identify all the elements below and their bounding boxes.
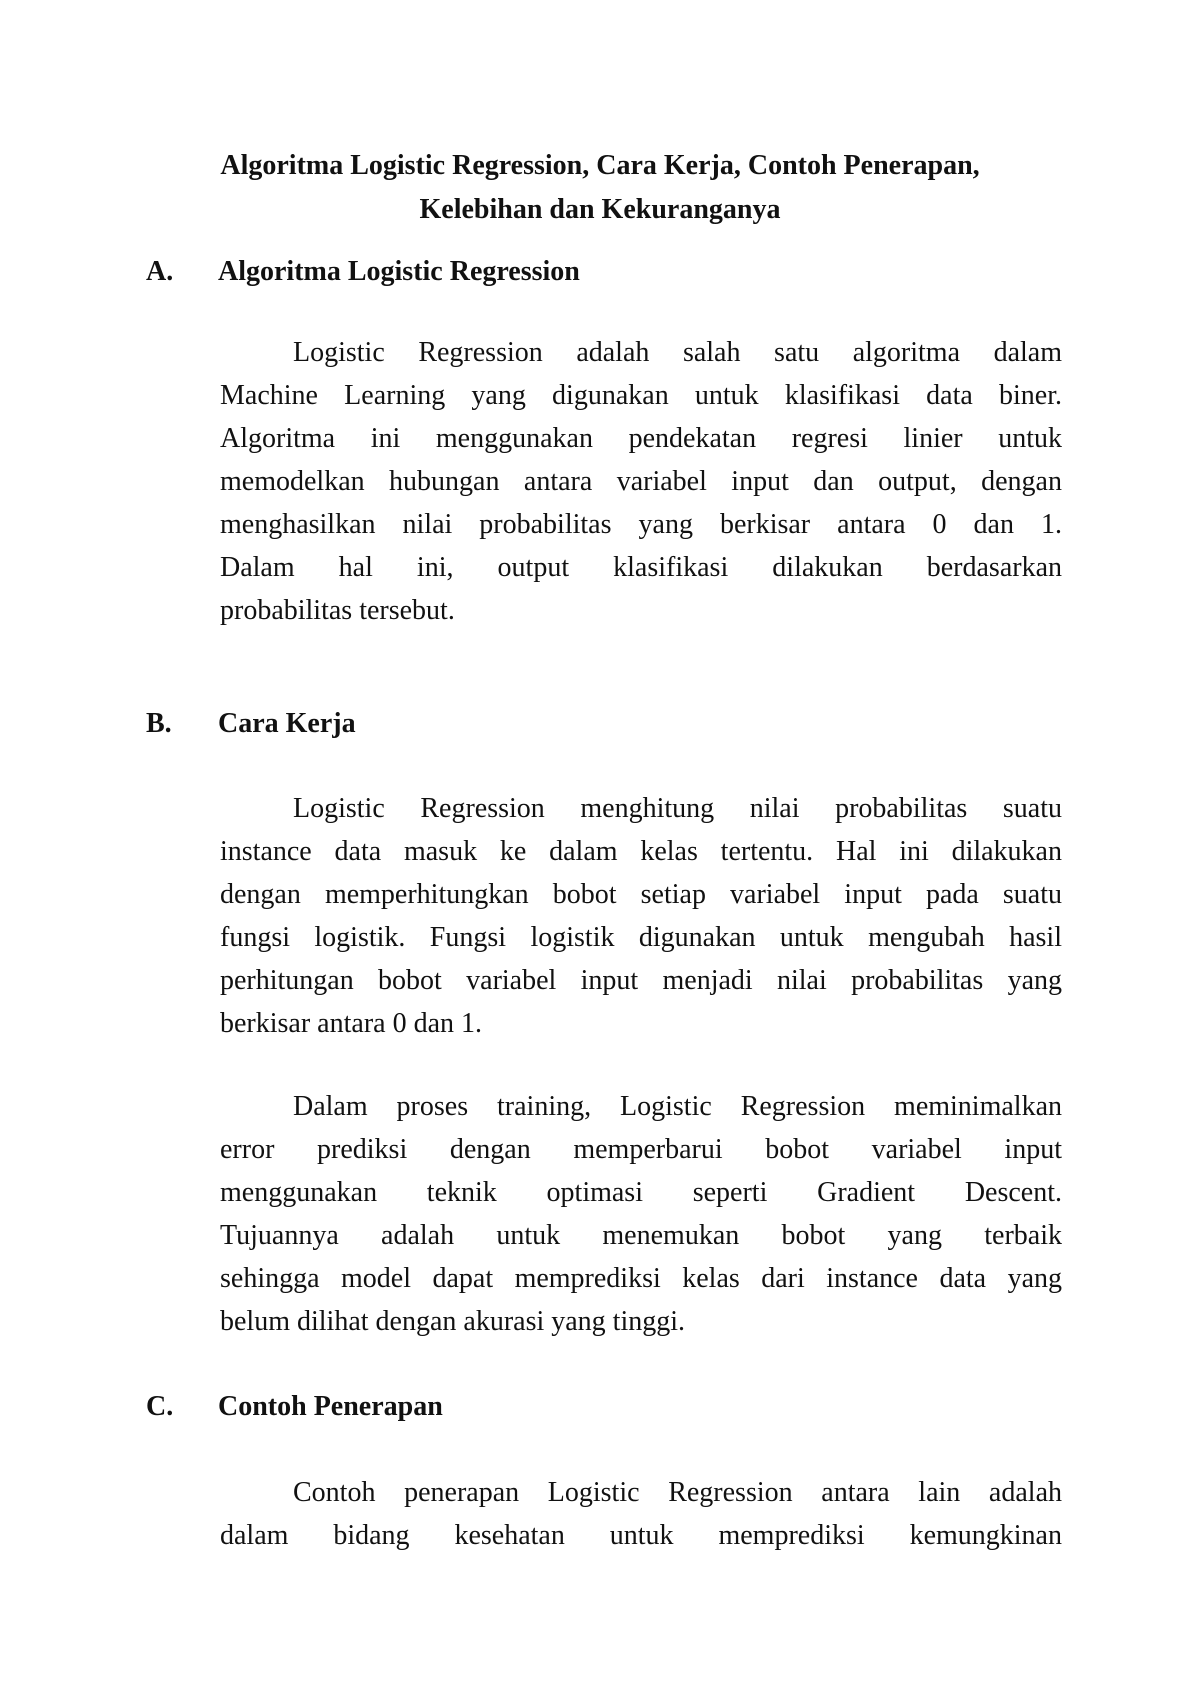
paragraph-line: menggunakan teknik optimasi seperti Gradient Descent. [220, 1177, 1062, 1208]
paragraph-line: menghasilkan nilai probabilitas yang berkisar antara 0 dan 1. [220, 509, 1062, 540]
paragraph-line: sehingga model dapat memprediksi kelas dari instance data yang [220, 1263, 1062, 1294]
paragraph-line: Logistic Regression menghitung nilai probabilitas suatu [293, 793, 1062, 824]
paragraph-line: Contoh penerapan Logistic Regression antara lain adalah [293, 1477, 1062, 1508]
paragraph-line: Machine Learning yang digunakan untuk klasifikasi data biner. [220, 380, 1062, 411]
section-a-title: Algoritma Logistic Regression [218, 256, 580, 287]
paragraph-line: dengan memperhitungkan bobot setiap variabel input pada suatu [220, 879, 1062, 910]
paragraph-line: belum dilihat dengan akurasi yang tinggi. [220, 1306, 686, 1337]
section-a-heading [146, 250, 580, 294]
paragraph-line: Tujuannya adalah untuk menemukan bobot yang terbaik [220, 1220, 1062, 1251]
section-a-paragraph-1 [220, 331, 1062, 632]
section-b-heading [146, 702, 356, 746]
section-b-title: Cara Kerja [218, 708, 356, 739]
title-line-2: Kelebihan dan Kekuranganya [419, 194, 781, 225]
section-c-letter: C. [146, 1391, 174, 1422]
section-b-letter: B. [146, 708, 172, 739]
paragraph-line: perhitungan bobot variabel input menjadi nilai probabilitas yang [220, 965, 1062, 996]
section-b-paragraph-1 [220, 787, 1062, 1045]
document-title [0, 144, 1200, 232]
paragraph-line: Logistic Regression adalah salah satu algoritma dalam [293, 337, 1062, 368]
title-line-1: Algoritma Logistic Regression, Cara Kerja, Contoh Penerapan, [220, 150, 980, 181]
paragraph-line: fungsi logistik. Fungsi logistik digunakan untuk mengubah hasil [220, 922, 1062, 953]
section-c-heading [146, 1385, 443, 1429]
paragraph-line: Algoritma ini menggunakan pendekatan regresi linier untuk [220, 423, 1062, 454]
paragraph-line: memodelkan hubungan antara variabel input dan output, dengan [220, 466, 1062, 497]
paragraph-line: probabilitas tersebut. [220, 595, 455, 626]
paragraph-line: error prediksi dengan memperbarui bobot variabel input [220, 1134, 1062, 1165]
paragraph-line: dalam bidang kesehatan untuk memprediksi kemungkinan [220, 1520, 1062, 1551]
paragraph-line: Dalam proses training, Logistic Regression meminimalkan [293, 1091, 1062, 1122]
section-a-letter: A. [146, 256, 174, 287]
section-c-title: Contoh Penerapan [218, 1391, 443, 1422]
paragraph-line: berkisar antara 0 dan 1. [220, 1008, 482, 1039]
paragraph-line: Dalam hal ini, output klasifikasi dilakukan berdasarkan [220, 552, 1062, 583]
section-b-paragraph-2 [220, 1085, 1062, 1343]
section-c-paragraph-1 [220, 1471, 1062, 1557]
paragraph-line: instance data masuk ke dalam kelas tertentu. Hal ini dilakukan [220, 836, 1062, 867]
